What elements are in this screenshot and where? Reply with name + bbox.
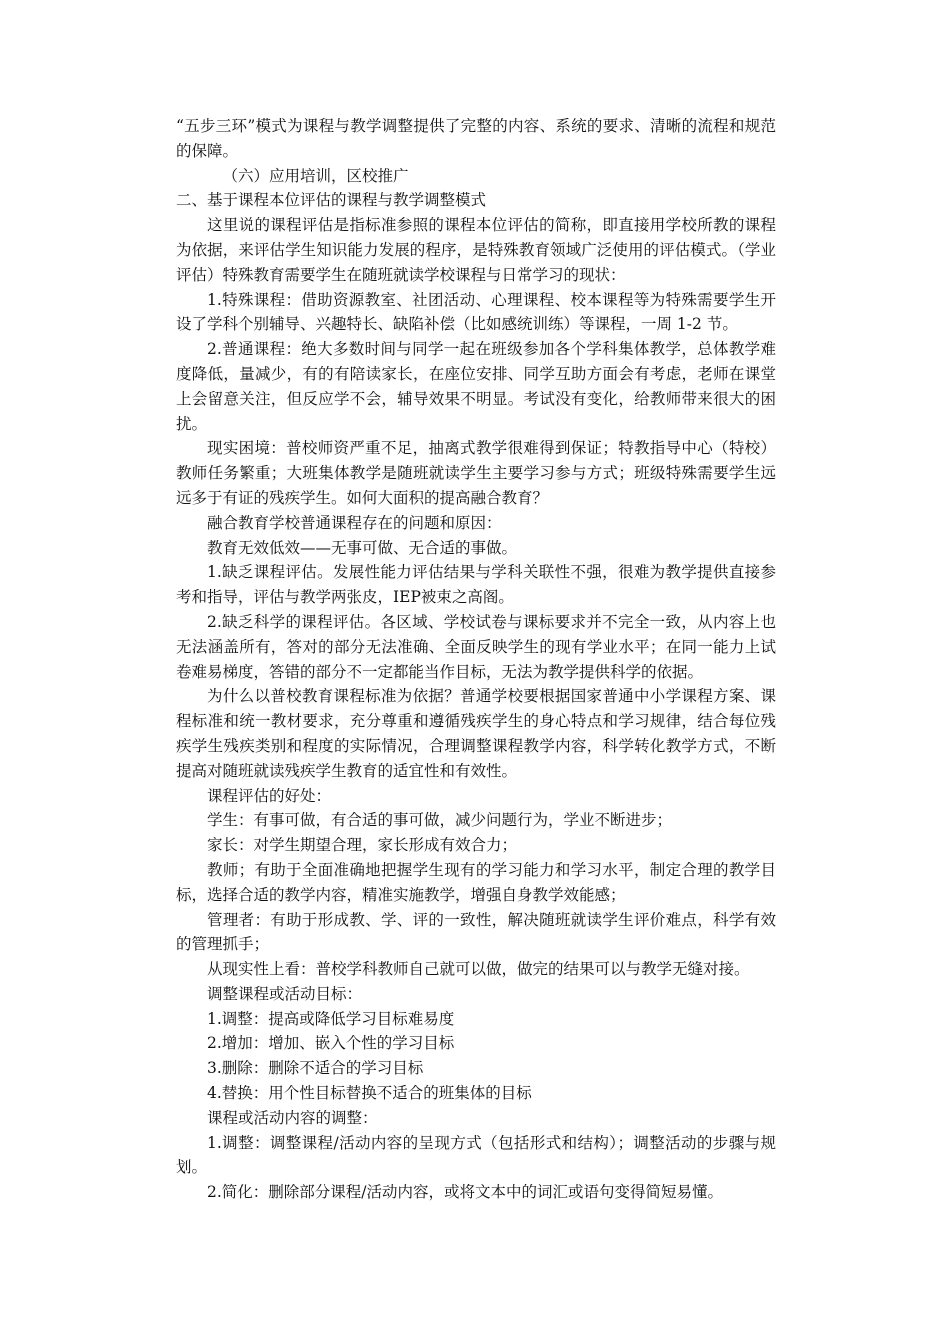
paragraph: 1.缺乏课程评估。发展性能力评估结果与学科关联性不强，很难为教学提供直接参考和指导，评估与教学两张皮，IEP被束之高阁。	[176, 563, 776, 607]
paragraph: 现实困境：普校师资严重不足，抽离式教学很难得到保证；特教指导中心（特校）教师任务繁重；大班集体教学是随班就读学生主要学习参与方式；班级特殊需要学生远远多于有证的残疾学生。如何大面积的提高融合教育？	[176, 439, 776, 507]
list-item: 3.删除：删除不适合的学习目标	[207, 1059, 424, 1078]
list-item: 4.替换：用个性目标替换不适合的班集体的目标	[207, 1084, 532, 1103]
paragraph: 2.普通课程：绝大多数时间与同学一起在班级参加各个学科集体教学，总体教学难度降低，量减少，有的有陪读家长，在座位安排、同学互助方面会有考虑，老师在课堂上会留意关注，但反应学不会，辅导效果不明显。考试没有变化，给教师带来很大的困扰。	[176, 340, 776, 433]
paragraph: 学生：有事可做，有合适的事可做，减少问题行为，学业不断进步；	[207, 811, 673, 830]
paragraph: 教师；有助于全面准确地把握学生现有的学习能力和学习水平，制定合理的教学目标，选择合适的教学内容，精准实施教学，增强自身教学效能感；	[176, 860, 776, 904]
paragraph: 调整课程或活动目标：	[207, 984, 363, 1003]
paragraph: 课程评估的好处：	[207, 786, 332, 805]
paragraph: 1.特殊课程：借助资源教室、社团活动、心理课程、校本课程等为特殊需要学生开设了学科个别辅导、兴趣特长、缺陷补偿（比如感统训练）等课程，一周 1-2 节。	[176, 290, 776, 334]
paragraph: 课程或活动内容的调整：	[207, 1108, 378, 1127]
list-item: 1.调整：调整课程/活动内容的呈现方式（包括形式和结构）；调整活动的步骤与规划。	[176, 1133, 776, 1177]
section-heading: 二、基于课程本位评估的课程与教学调整模式	[176, 191, 487, 210]
list-item: 1.调整：提高或降低学习目标难易度	[207, 1009, 455, 1028]
paragraph: 教育无效低效——无事可做、无合适的事做。	[207, 538, 518, 557]
paragraph: 管理者：有助于形成教、学、评的一致性，解决随班就读学生评价难点，科学有效的管理抓手；	[176, 910, 776, 954]
paragraph: 家长：对学生期望合理，家长形成有效合力；	[207, 836, 518, 855]
paragraph: 从现实性上看：普校学科教师自己就可以做，做完的结果可以与教学无缝对接。	[207, 960, 750, 979]
list-item: 2.简化：删除部分课程/活动内容，或将文本中的词汇或语句变得简短易懂。	[207, 1183, 724, 1202]
paragraph: “五步三环”模式为课程与教学调整提供了完整的内容、系统的要求、清晰的流程和规范的保障。	[176, 117, 776, 160]
paragraph: 为什么以普校教育课程标准为依据？普通学校要根据国家普通中小学课程方案、课程标准和统一教材要求，充分尊重和遵循残疾学生的身心特点和学习规律，结合每位残疾学生残疾类别和程度的实际情况，合理调整课程教学内容，科学转化教学方式，不断提高对随班就读残疾学生教育的适宜性和有效性。	[176, 687, 776, 780]
paragraph: 2.缺乏科学的课程评估。各区域、学校试卷与课标要求并不完全一致，从内容上也无法涵盖所有，答对的部分无法准确、全面反映学生的现有学业水平；在同一能力上试卷难易梯度，答错的部分不一定都能当作目标，无法为教学提供科学的依据。	[176, 612, 776, 681]
document-body	[176, 114, 776, 1205]
list-item: 2.增加：增加、嵌入个性的学习目标	[207, 1034, 455, 1053]
paragraph: 这里说的课程评估是指标准参照的课程本位评估的简称，即直接用学校所教的课程为依据，来评估学生知识能力发展的程序，是特殊教育领域广泛使用的评估模式。（学业评估）特殊教育需要学生在随班就读学校课程与日常学习的现状：	[176, 216, 776, 284]
section-subheading: （六）应用培训，区校推广	[222, 166, 409, 185]
paragraph: 融合教育学校普通课程存在的问题和原因：	[207, 513, 502, 532]
